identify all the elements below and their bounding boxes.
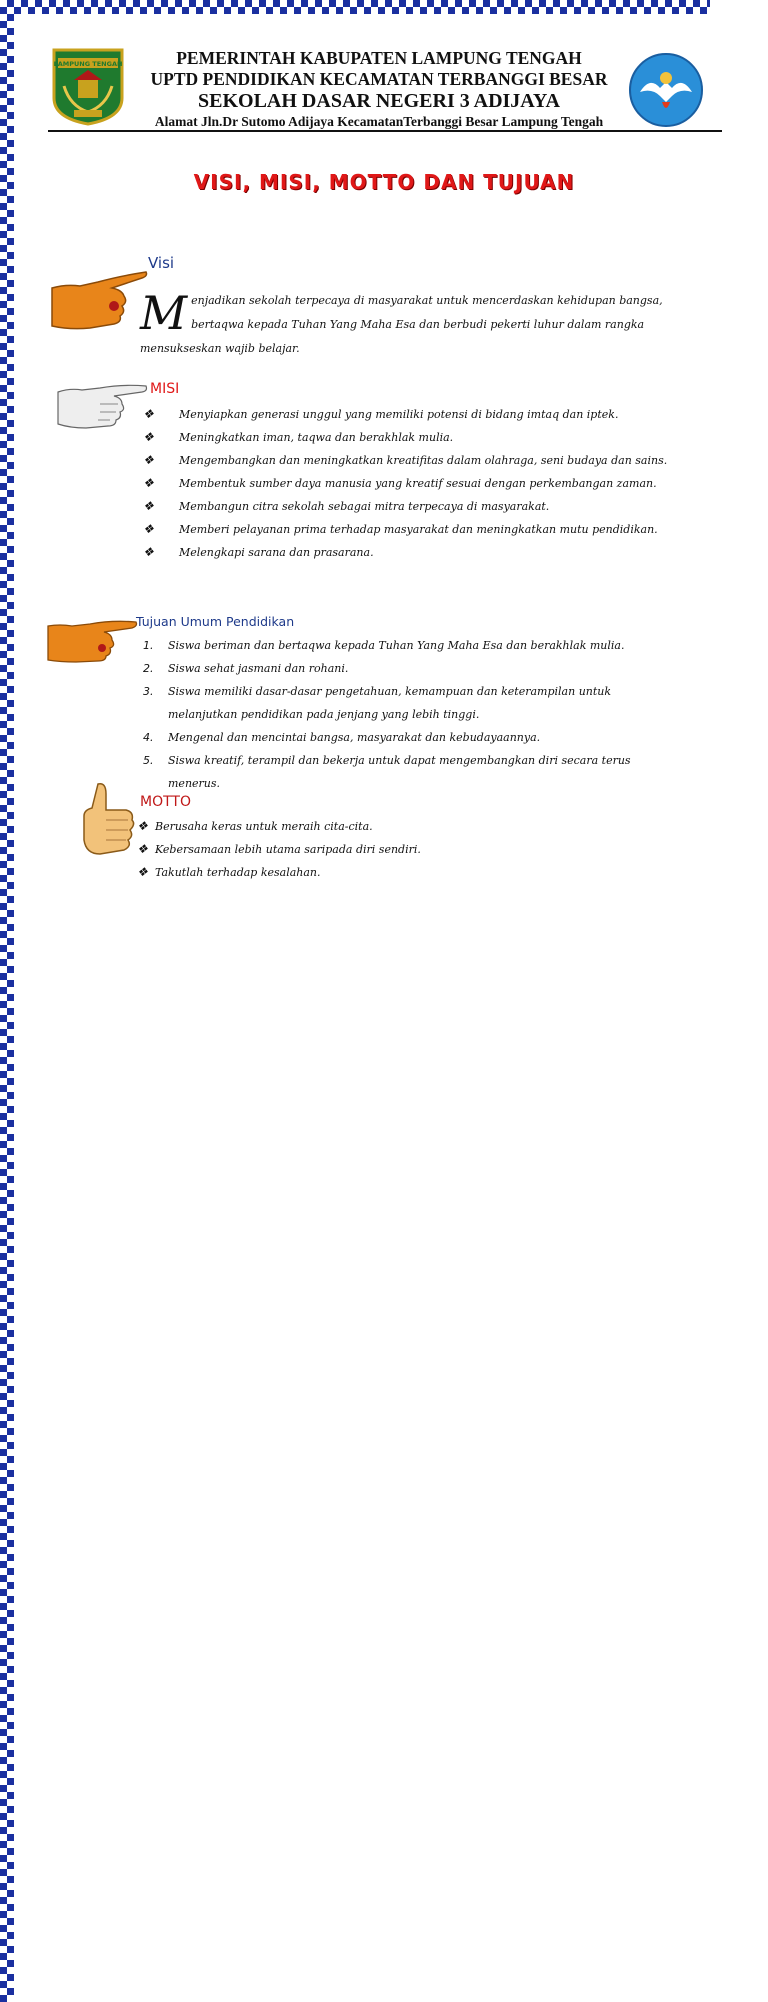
visi-label: Visi [148,254,175,272]
bullet-diamond-icon: ❖ [143,499,154,513]
visi-text-block [140,286,680,361]
motto-item: ❖ Kebersamaan lebih utama saripada diri sendiri. [137,838,657,861]
header-divider [48,130,722,132]
bullet-diamond-icon: ❖ [143,476,154,490]
bullet-diamond-icon: ❖ [137,819,148,833]
header-line-uptd: UPTD PENDIDIKAN KECAMATAN TERBANGGI BESAR [150,69,608,89]
bullet-diamond-icon: ❖ [137,842,148,856]
letterhead [44,44,726,130]
tut-wuri-handayani-emblem-icon [628,52,704,128]
misi-item: ❖ Meningkatkan iman, taqwa dan berakhlak mulia. [143,426,683,449]
header-line-school-name: SEKOLAH DASAR NEGERI 3 ADIJAYA [198,90,560,112]
checkered-border-top [0,0,710,14]
bullet-diamond-icon: ❖ [143,453,154,467]
pointing-hand-white-icon [56,382,148,430]
bullet-diamond-icon: ❖ [143,522,154,536]
pointing-hand-orange-icon [50,266,150,332]
header-line-address: Alamat Jln.Dr Sutomo Adijaya KecamatanTerbanggi Besar Lampung Tengah [154,114,604,129]
motto-item: ❖ Takutlah terhadap kesalahan. [137,861,657,884]
bullet-diamond-icon: ❖ [143,407,154,421]
bullet-diamond-icon: ❖ [137,865,148,879]
bullet-diamond-icon: ❖ [143,545,154,559]
misi-item: ❖ Melengkapi sarana dan prasarana. [143,541,683,564]
tujuan-item: 5. Siswa kreatif, terampil dan bekerja untuk dapat mengembangkan diri secara terus menerus. [143,754,631,790]
tujuan-item: 1. Siswa beriman dan bertaqwa kepada Tuhan Yang Maha Esa dan berakhlak mulia. [143,639,625,652]
checkered-border-right [0,1008,14,2002]
tujuan-item: 4. Mengenal dan mencintai bangsa, masyarakat dan kebudayaannya. [143,731,541,744]
misi-item: ❖ Membangun citra sekolah sebagai mitra terpecaya di masyarakat. [143,495,683,518]
header-line-government: PEMERINTAH KABUPATEN LAMPUNG TENGAH [176,48,582,68]
visi-dropcap: M [140,286,188,340]
page-title: VISI, MISI, MOTTO DAN TUJUAN [193,170,575,194]
pointing-hand-orange-small-icon [46,614,138,664]
misi-item: ❖ Mengembangkan dan meningkatkan kreatifitas dalam olahraga, seni budaya dan sains. [143,449,683,472]
motto-item: ❖ Berusaha keras untuk meraih cita-cita. [137,815,657,838]
misi-item: ❖ Memberi pelayanan prima terhadap masyarakat dan meningkatkan mutu pendidikan. [143,518,683,541]
misi-list [143,403,683,564]
regency-emblem-icon [50,46,126,126]
tujuan-label: Tujuan Umum Pendidikan [136,614,295,629]
logo-left-text: LAMPUNG TENGAH [53,60,123,68]
tujuan-item: 2. Siswa sehat jasmani dan rohani. [143,662,349,675]
motto-label: MOTTO [140,794,191,810]
misi-item: ❖ Membentuk sumber daya manusia yang kreatif sesuai dengan perkembangan zaman. [143,472,683,495]
misi-label: MISI [150,381,180,397]
motto-list [137,815,657,884]
tujuan-list [143,634,683,795]
misi-item: ❖ Menyiapkan generasi unggul yang memiliki potensi di bidang imtaq dan iptek. [143,403,683,426]
tujuan-item: 3. Siswa memiliki dasar-dasar pengetahuan, kemampuan dan keterampilan untuk melanjutkan pendidikan pada jenjang yang lebih tinggi. [143,685,612,721]
visi-text: enjadikan sekolah terpecaya di masyarakat untuk mencerdaskan kehidupan bangsa, bertaqwa kepada Tuhan Yang Maha Esa dan berbudi pekerti luhur dalam rangka mensukseskan wajib belajar. [140,294,663,355]
thumbs-up-icon [80,780,136,864]
bullet-diamond-icon: ❖ [143,430,154,444]
checkered-border-left [0,14,14,1008]
